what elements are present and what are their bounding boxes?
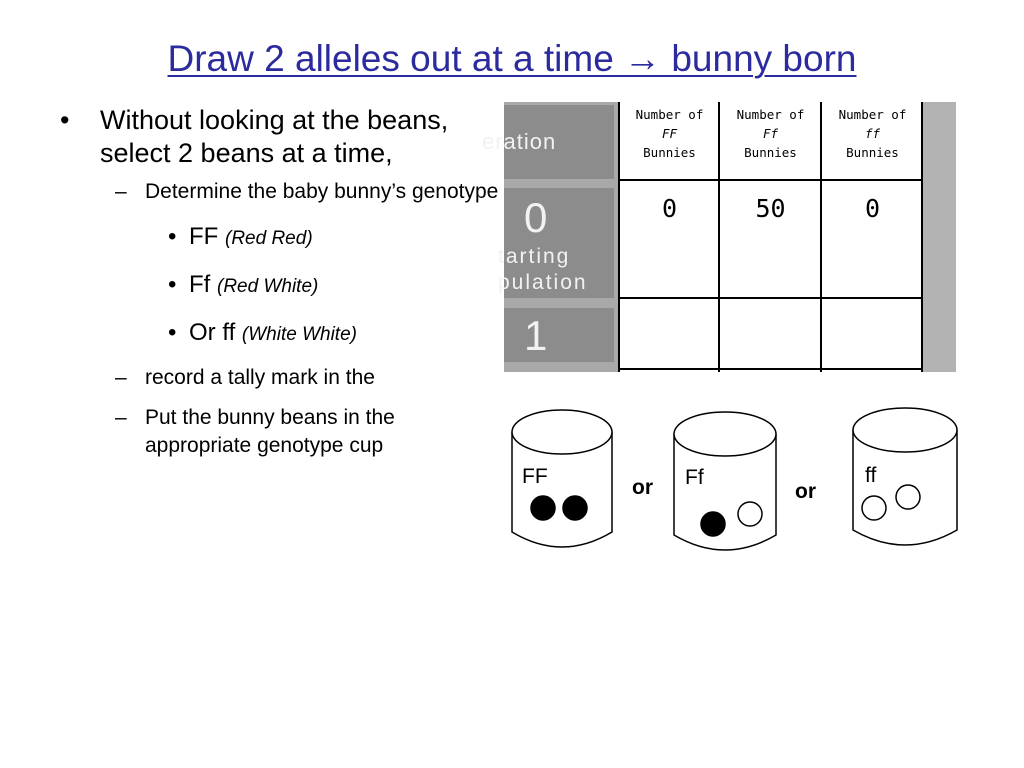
sub-bullet-cup bbox=[60, 404, 500, 460]
generation-subtitle-line2: pulation bbox=[498, 271, 588, 294]
genotype-note: (Red Red) bbox=[225, 228, 313, 249]
generation-row-0 bbox=[498, 188, 614, 298]
genotype-note: (Red White) bbox=[217, 276, 319, 297]
cell-value-ff-upper: 0 bbox=[661, 194, 678, 223]
bullet-list bbox=[60, 104, 500, 460]
or-label: or bbox=[632, 476, 653, 499]
cell-value-ff-mixed: 50 bbox=[755, 194, 786, 223]
bullet-dot: • bbox=[60, 105, 70, 135]
dash-mark: – bbox=[115, 406, 127, 429]
genotype-item-ff-lower bbox=[60, 318, 500, 350]
header-line: Number of bbox=[736, 107, 805, 122]
dash-mark: – bbox=[115, 180, 127, 203]
genotype-item-ff-mixed bbox=[60, 270, 500, 302]
bean-dark bbox=[531, 496, 555, 520]
header-genotype: Ff bbox=[762, 126, 779, 141]
header-line: Number of bbox=[838, 107, 907, 122]
bullet-main bbox=[60, 104, 500, 170]
column-header-ff-mixed bbox=[720, 102, 821, 179]
or-label: or bbox=[795, 480, 816, 503]
generation-number: 0 bbox=[524, 194, 548, 241]
generation-header: eration bbox=[504, 105, 614, 179]
bullet-dot: • bbox=[168, 223, 177, 250]
column-header-ff-lower bbox=[822, 102, 923, 179]
generation-row-1 bbox=[504, 308, 614, 362]
genotype-name: FF bbox=[189, 223, 219, 250]
sub-bullet-cup-text: Put the bunny beans in the appropriate genotype cup bbox=[145, 406, 395, 457]
sub-bullet-genotype-text: Determine the baby bunny’s genotype bbox=[145, 180, 499, 203]
generation-subtitle-line1: tarting bbox=[498, 245, 571, 268]
generation-number: 1 bbox=[524, 312, 548, 359]
bullet-main-text: Without looking at the beans, select 2 beans at a time, bbox=[100, 105, 449, 168]
generation-subtitle bbox=[498, 244, 588, 296]
genotype-note: (White White) bbox=[241, 324, 357, 345]
bean-light bbox=[896, 485, 920, 509]
bullet-dot: • bbox=[168, 271, 177, 298]
header-line: Bunnies bbox=[846, 145, 899, 160]
genotype-name: Or ff bbox=[189, 319, 236, 346]
cup-label: FF bbox=[522, 465, 548, 488]
sub-bullet-tally-text: record a tally mark in the bbox=[145, 366, 375, 389]
bean-light bbox=[738, 502, 762, 526]
bean-light bbox=[862, 496, 886, 520]
generation-column bbox=[482, 102, 618, 372]
header-genotype: FF bbox=[661, 126, 678, 141]
sub-bullet-genotype bbox=[60, 178, 500, 206]
cell-value-ff-lower: 0 bbox=[864, 194, 881, 223]
sub-bullet-tally bbox=[60, 364, 500, 392]
bullet-dot: • bbox=[168, 319, 177, 346]
genotype-item-ff-upper bbox=[60, 222, 500, 254]
cup-label: Ff bbox=[685, 466, 704, 489]
header-line: Bunnies bbox=[744, 145, 797, 160]
table-right-edge bbox=[923, 102, 956, 372]
slide-title: Draw 2 alleles out at a time → bunny born bbox=[167, 38, 857, 79]
data-table-image bbox=[482, 102, 956, 372]
header-line: Bunnies bbox=[643, 145, 696, 160]
bean-dark bbox=[701, 512, 725, 536]
bean-dark bbox=[563, 496, 587, 520]
header-line: Number of bbox=[635, 107, 704, 122]
column-header-ff-upper bbox=[619, 102, 720, 179]
cup-label: ff bbox=[865, 464, 877, 487]
genotype-name: Ff bbox=[189, 271, 211, 298]
count-grid bbox=[618, 102, 923, 372]
dash-mark: – bbox=[115, 366, 127, 389]
header-genotype: ff bbox=[864, 126, 881, 141]
